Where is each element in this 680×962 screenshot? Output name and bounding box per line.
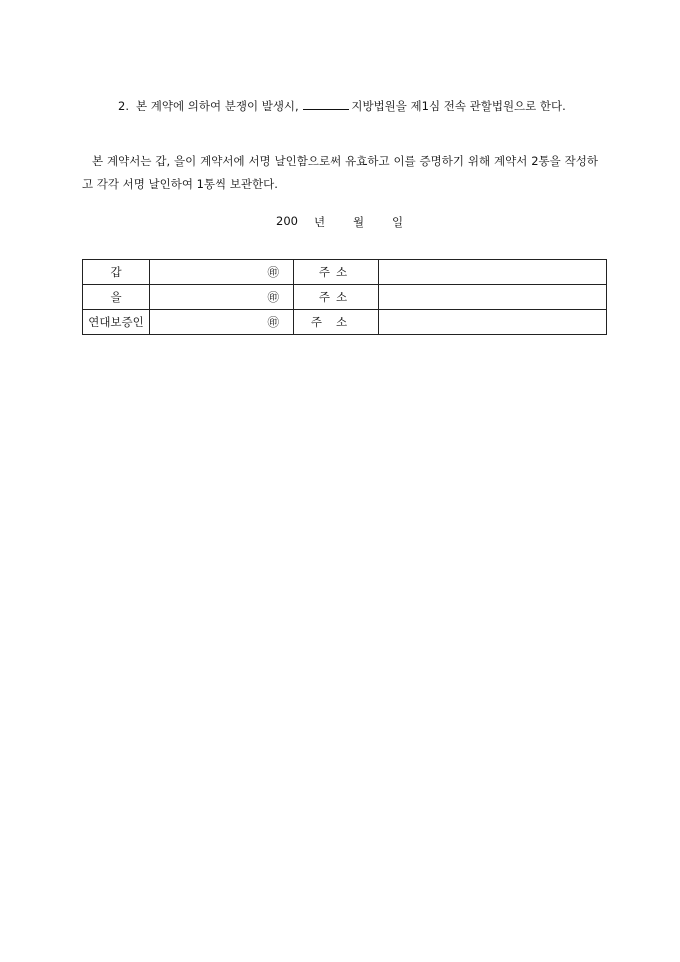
clause-text-before-blank: 본 계약에 의하여 분쟁이 발생시, — [136, 99, 299, 113]
signature-table — [82, 259, 607, 335]
address-label: 주소 — [294, 310, 379, 335]
clause-text — [136, 95, 600, 117]
clause-number: 2. — [118, 99, 129, 113]
address-value — [379, 310, 607, 335]
address-value — [379, 260, 607, 285]
date-year: 200 — [276, 214, 298, 228]
date-month-unit: 월 — [353, 215, 365, 229]
address-label: 주소 — [294, 285, 379, 310]
signature-row-guarantor — [83, 310, 607, 335]
date-year-unit: 년 — [314, 215, 326, 229]
party-role: 을 — [83, 285, 150, 310]
signature-row-eul — [83, 285, 607, 310]
address-value — [379, 285, 607, 310]
seal-mark: ㊞ — [150, 260, 294, 285]
contract-date — [0, 214, 680, 234]
party-role: 갑 — [83, 260, 150, 285]
signature-row-gap — [83, 260, 607, 285]
date-day-unit: 일 — [392, 215, 404, 229]
seal-mark: ㊞ — [150, 310, 294, 335]
party-role: 연대보증인 — [83, 310, 150, 335]
address-label: 주소 — [294, 260, 379, 285]
seal-mark: ㊞ — [150, 285, 294, 310]
court-name-blank — [303, 97, 349, 110]
closing-paragraph: 본 계약서는 갑, 을이 계약서에 서명 날인함으로써 유효하고 이를 증명하기 위해 계약서 2통을 작성하고 각각 서명 날인하여 1통씩 보관한다. — [82, 154, 598, 191]
clause-text-after-blank: 지방법원을 제1심 전속 관할법원으로 한다. — [351, 99, 566, 113]
